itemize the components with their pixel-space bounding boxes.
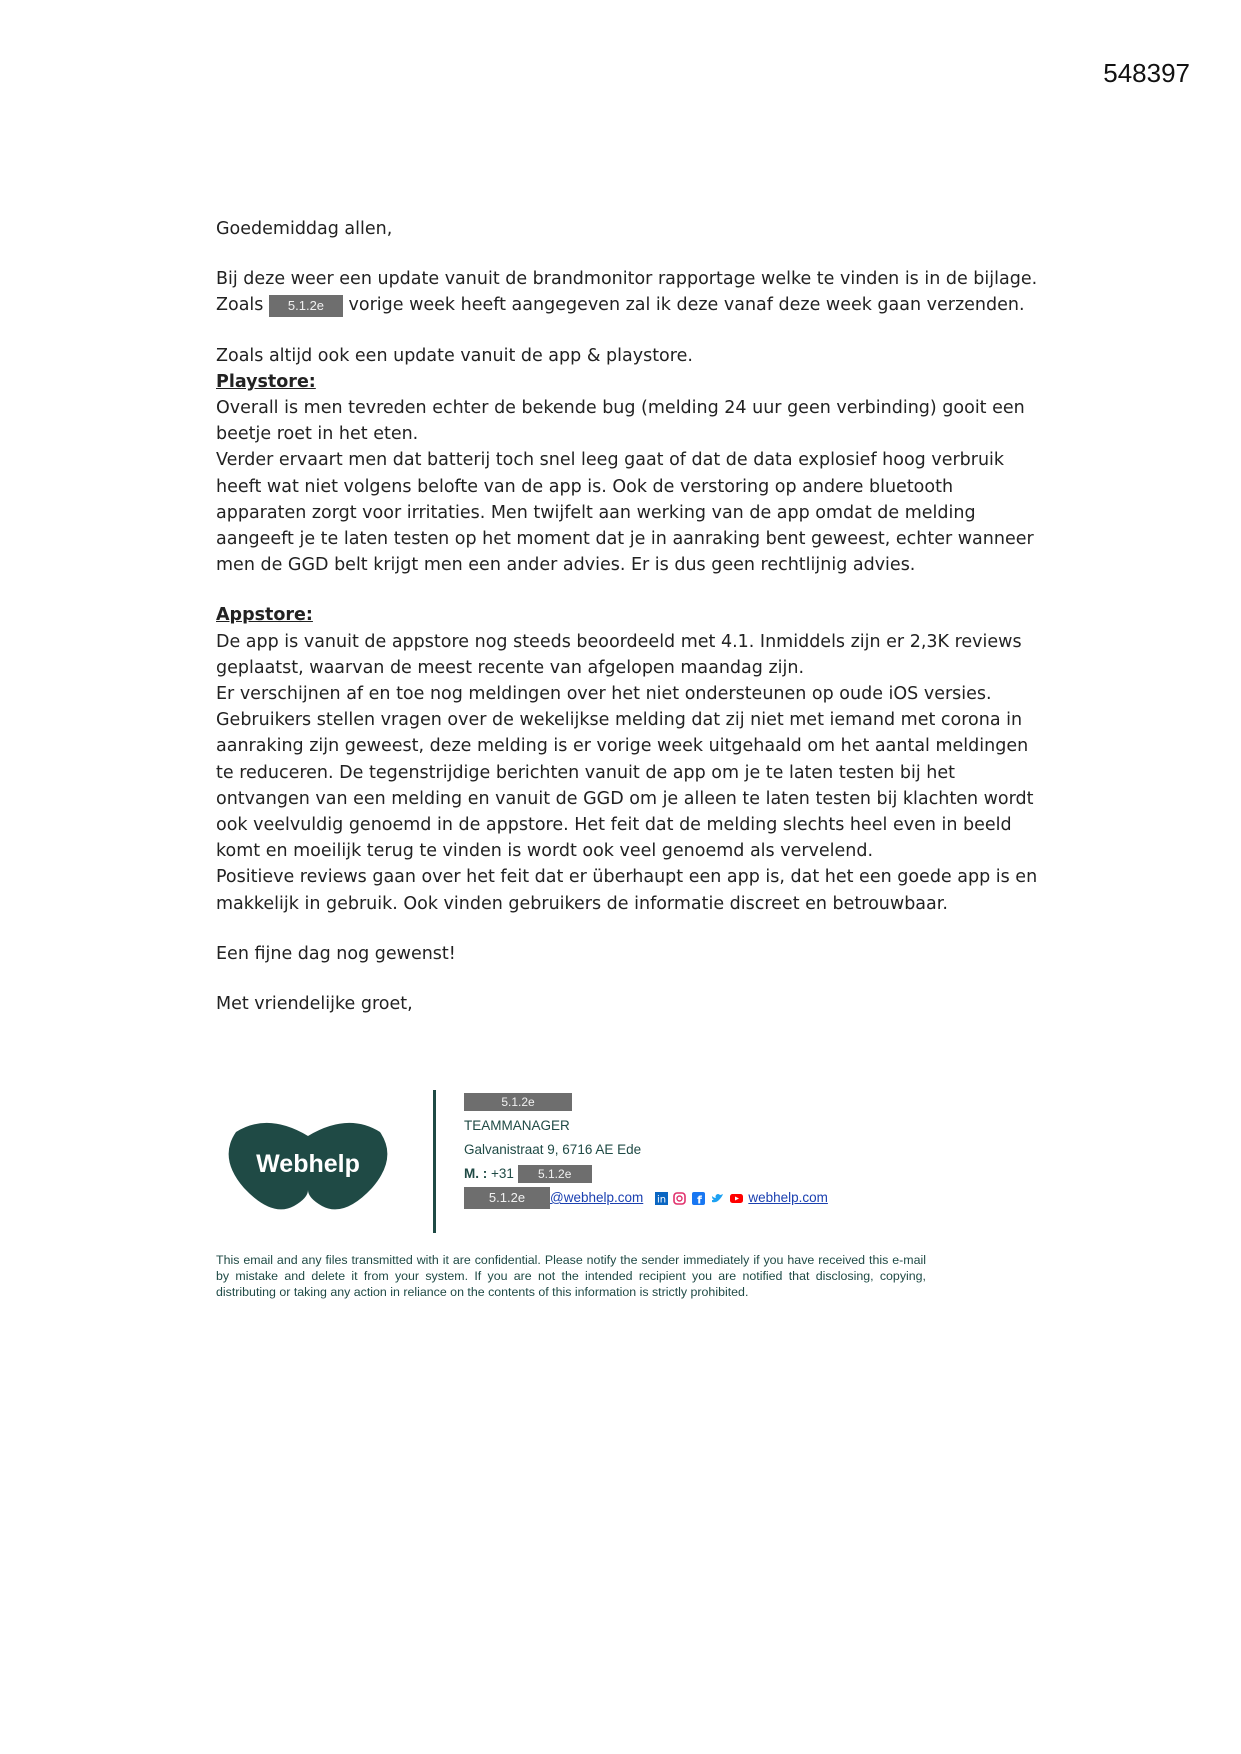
closing-wish: Een fijne dag nog gewenst! bbox=[216, 943, 456, 964]
appstore-paragraph-2: Er verschijnen af en toe nog meldingen over het niet ondersteunen op oude iOS versies. Gebruikers stellen vragen over de wekelijkse melding dat zij niet met iemand met corona in aanraking zijn geweest, deze melding is er vorige week uitgehaald om het aantal meldingen te reduceren. De tegenstrijdige berichten vanuit de app om je te laten testen bij het ontvangen van een melding en vanuit de GGD om je alleen te laten testen bij klachten wordt ook veelvuldig genoemd in de appstore. Het feit dat de melding slechts heel even in beeld komt en moeilijk terug te vinden is wordt ook veel genoemd als vervelend. bbox=[216, 684, 1034, 862]
playstore-paragraph-2: Verder ervaart men dat batterij toch snel leeg gaat of dat de data explosief hoog verbruik heeft wat niet volgens belofte van de app is. Ook de verstoring op andere bluetooth apparaten zorgt voor irritaties. Men twijfelt aan werking van de app omdat de melding aangeeft je te laten testen op het moment dat je in aanraking bent geweest, echter wanneer men de GGD belt krijgt men een ander advies. Er is dus geen rechtlijnig advies. bbox=[216, 450, 1034, 576]
job-title: TEAMMANAGER bbox=[464, 1118, 570, 1133]
logo-text: Webhelp bbox=[256, 1150, 360, 1178]
appstore-paragraph-1: De app is vanuit de appstore nog steeds beoordeeld met 4.1. Inmiddels zijn er 2,3K reviews geplaatst, waarvan de meest recente van afgelopen maandag zijn. bbox=[216, 631, 1022, 678]
intro-part2: vorige week heeft aangegeven zal ik deze vanaf deze week gaan verzenden. bbox=[342, 295, 1025, 316]
website-link[interactable]: webhelp.com bbox=[748, 1190, 828, 1205]
email-redaction: 5.1.2e bbox=[464, 1187, 550, 1209]
playstore-paragraph-1: Overall is men tevreden echter de bekende bug (melding 24 uur geen verbinding) gooit een beetje roet in het eten. bbox=[216, 398, 1025, 445]
document-number: 548397 bbox=[1103, 58, 1190, 88]
contact-line bbox=[464, 1186, 828, 1210]
webhelp-logo bbox=[224, 1118, 392, 1218]
redaction-box: 5.1.2e bbox=[269, 295, 343, 317]
confidentiality-disclaimer: This email and any files transmitted with it are confidential. Please notify the sender immediately if you have received this e-mail by mistake and delete it from your system. If you are not the intended recipient you are notified that disclosing, copying, distributing or taking any action in reliance on the contents of this information is strictly prohibited. bbox=[216, 1253, 926, 1299]
instagram-icon[interactable] bbox=[673, 1192, 686, 1205]
intro-paragraph bbox=[216, 266, 1046, 318]
intro-part1: Bij deze weer een update vanuit de brandmonitor rapportage welke te vinden is in de bijlage. Zoals bbox=[216, 269, 1038, 316]
email-body bbox=[216, 216, 1046, 1017]
email-signature bbox=[216, 1090, 1016, 1240]
playstore-heading: Playstore: bbox=[216, 371, 316, 392]
signature-divider bbox=[433, 1090, 436, 1233]
email-link[interactable]: @webhelp.com bbox=[550, 1190, 644, 1205]
signature-details bbox=[464, 1090, 828, 1210]
sign-off: Met vriendelijke groet, bbox=[216, 994, 413, 1015]
svg-text:f: f bbox=[697, 1193, 702, 1205]
name-redaction: 5.1.2e bbox=[464, 1093, 572, 1111]
linkedin-icon[interactable] bbox=[655, 1192, 668, 1205]
store-intro: Zoals altijd ook een update vanuit de app & playstore. bbox=[216, 345, 693, 366]
appstore-heading: Appstore: bbox=[216, 605, 313, 626]
mobile-prefix: +31 bbox=[491, 1166, 514, 1181]
twitter-icon[interactable] bbox=[711, 1192, 724, 1205]
svg-text:in: in bbox=[656, 1194, 666, 1205]
appstore-paragraph-3: Positieve reviews gaan over het feit dat er überhaupt een app is, dat het een goede app is en makkelijk in gebruik. Ook vinden gebruikers de informatie discreet en betrouwbaar. bbox=[216, 867, 1038, 914]
office-address: Galvanistraat 9, 6716 AE Ede bbox=[464, 1142, 642, 1157]
greeting: Goedemiddag allen, bbox=[216, 219, 393, 239]
mobile-redaction: 5.1.2e bbox=[518, 1165, 592, 1183]
facebook-icon[interactable] bbox=[692, 1192, 705, 1205]
youtube-icon[interactable] bbox=[730, 1192, 743, 1205]
mobile-label: M. : bbox=[464, 1166, 488, 1181]
mobile-line bbox=[464, 1162, 828, 1186]
